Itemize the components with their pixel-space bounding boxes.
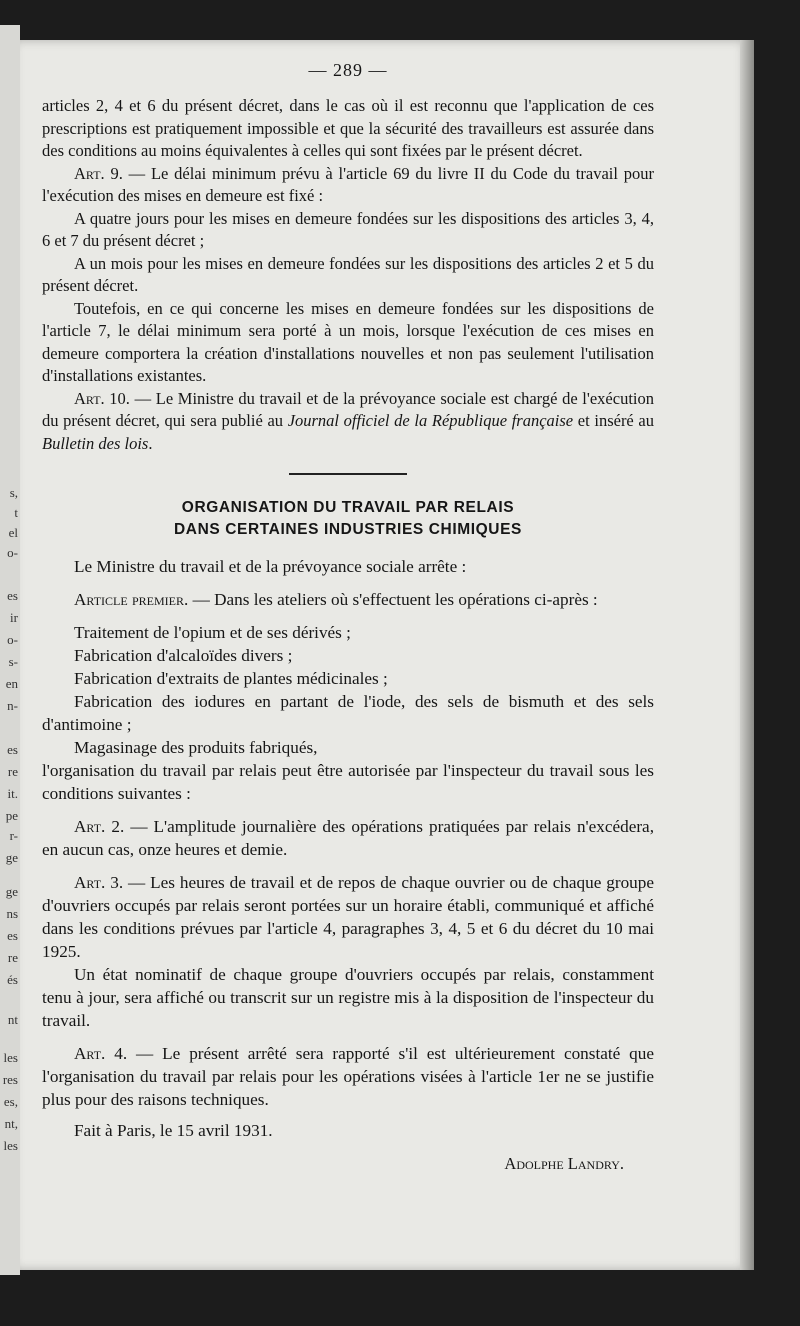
adjacent-page-fragment: les (3, 1050, 18, 1065)
adjacent-page-fragment: es (7, 742, 18, 757)
signature: Adolphe Landry. (504, 1154, 624, 1173)
adjacent-page-fragment: es, (3, 1094, 18, 1109)
article-9-text: — Le délai minimum prévu à l'article 69 du livre II du Code du travail pour l'exécution des mises en demeure est fixé : (42, 163, 655, 205)
journal-officiel-title: Journal officiel de la République française (287, 411, 574, 430)
adjacent-page-fragment: re (7, 764, 18, 779)
adjacent-page-strip (0, 25, 20, 1275)
article-2-text: — L'amplitude journalière des opérations pratiquées par relais n'excédera, en aucun cas, onze heures et demie. (42, 817, 654, 859)
article-10-text-c: . (148, 433, 153, 453)
article-10 (42, 388, 654, 456)
article-3-paragraph-2: Un état nominatif de chaque groupe d'ouvriers occupés par relais, constamment tenu à jour, sera affiché ou transcrit sur un registre mis à la disposition de l'inspecteur du travail. (42, 965, 654, 1030)
bulletin-des-lois-title: Bulletin des lois (42, 433, 149, 453)
adjacent-page-fragment: res (2, 1072, 18, 1087)
adjacent-page-fragment: nt, (4, 1116, 18, 1131)
article-3 (42, 871, 654, 963)
adjacent-page-fragment: o- (7, 545, 18, 560)
article-9-clause-b: A un mois pour les mises en demeure fondées sur les dispositions des articles 2 et 5 du présent décret. (42, 253, 654, 295)
adjacent-page-fragment: it. (7, 786, 18, 801)
section-divider (289, 473, 407, 475)
page-number: — 289 — (308, 60, 388, 80)
article-1-text: — Dans les ateliers où s'effectuent les opérations ci-après : (188, 590, 598, 609)
decree-intro: Le Ministre du travail et de la prévoyance sociale arrête : (74, 557, 467, 576)
adjacent-page-fragment: o- (7, 632, 18, 647)
article-10-text-a: — Le Ministre du travail et de la prévoyance sociale est chargé de l'exécution du présent décret, qui sera publié au (42, 388, 655, 430)
article-2-label: Art. 2. (74, 817, 125, 836)
list-item: Traitement de l'opium et de ses dérivés ; (74, 623, 351, 642)
adjacent-page-fragment: el (8, 525, 18, 540)
article-4-text: — Le présent arrêté sera rapporté s'il est ultérieurement constaté que l'organisation du travail par relais pour les opérations visées à l'article 1er ne se justifie plus pour des raisons techniques. (42, 1044, 654, 1109)
section-heading-line-1: ORGANISATION DU TRAVAIL PAR RELAIS (181, 499, 515, 516)
adjacent-page-fragment: s- (8, 654, 18, 669)
article-4 (42, 1042, 654, 1111)
article-9-clause-a: A quatre jours pour les mises en demeure fondées sur les dispositions des articles 3, 4, 6 et 7 du présent décret ; (42, 208, 654, 250)
decree-body (42, 555, 654, 1174)
article-1-continued: l'organisation du travail par relais peut être autorisée par l'inspecteur du travail sous les conditions suivantes : (42, 761, 654, 803)
list-item: Magasinage des produits fabriqués, (74, 738, 318, 757)
adjacent-page-fragment: es (7, 928, 18, 943)
adjacent-page-fragment: r- (9, 828, 18, 843)
adjacent-page-fragment: re (7, 950, 18, 965)
adjacent-page-fragment: ge (5, 884, 18, 899)
article-3-label: Art. 3. (74, 873, 124, 892)
paragraph-continued: articles 2, 4 et 6 du présent décret, dans le cas où il est reconnu que l'application de ces prescriptions est pratiquement impossible et que la sécurité des travailleurs est assurée dans des conditions au moins équivalentes à celles qui sont fixées par le présent décret. (42, 96, 654, 160)
list-item: Fabrication d'alcaloïdes divers ; (74, 646, 293, 665)
adjacent-page-fragment: pe (5, 808, 18, 823)
adjacent-page-fragment: ir (10, 610, 18, 625)
article-9-label: Art. 9. (74, 163, 123, 183)
date-line: Fait à Paris, le 15 avril 1931. (74, 1121, 273, 1140)
list-item: Fabrication des iodures en partant de l'iode, des sels de bismuth et des sels d'antimoine ; (42, 692, 654, 734)
adjacent-page-fragment: les (3, 1138, 18, 1153)
article-1 (42, 588, 654, 611)
adjacent-page-fragment: és (7, 972, 18, 987)
adjacent-page-fragment: es (7, 588, 18, 603)
article-9 (42, 163, 654, 208)
section-heading (42, 497, 654, 541)
article-10-text-b: et inséré au (573, 411, 654, 430)
adjacent-page-fragment: nt (7, 1012, 18, 1027)
section-heading-line-2: DANS CERTAINES INDUSTRIES CHIMIQUES (174, 521, 522, 538)
article-3-text: — Les heures de travail et de repos de chaque ouvrier ou de chaque groupe d'ouvriers occupés par relais seront portées sur un horaire établi, communiqué et affiché dans les conditions prévues par l'article 4, paragraphes 3, 4, 5 et 6 du décret du 10 mai 1925. (42, 873, 655, 961)
adjacent-page-fragment: s, (9, 485, 18, 500)
list-item: Fabrication d'extraits de plantes médicinales ; (74, 669, 388, 688)
article-1-label: Article premier. (74, 590, 189, 609)
adjacent-page-fragment: ge (5, 850, 18, 865)
adjacent-page-fragment: en (5, 676, 18, 691)
adjacent-page-fragment: ns (6, 906, 18, 921)
article-9-clause-c: Toutefois, en ce qui concerne les mises en demeure fondées sur les dispositions de l'article 7, le délai minimum sera porté à un mois, lorsque l'exécution de ces mises en demeure comportera la création d'installations nouvelles et non pas seulement l'utilisation d'installations existantes. (42, 298, 654, 385)
page-edge (740, 40, 754, 1270)
adjacent-page-fragment: n- (7, 698, 18, 713)
adjacent-page-fragment: t (14, 505, 18, 520)
page-content (42, 60, 654, 1174)
article-4-label: Art. 4. (74, 1044, 128, 1063)
article-10-label: Art. 10. (74, 388, 130, 408)
article-2 (42, 815, 654, 861)
